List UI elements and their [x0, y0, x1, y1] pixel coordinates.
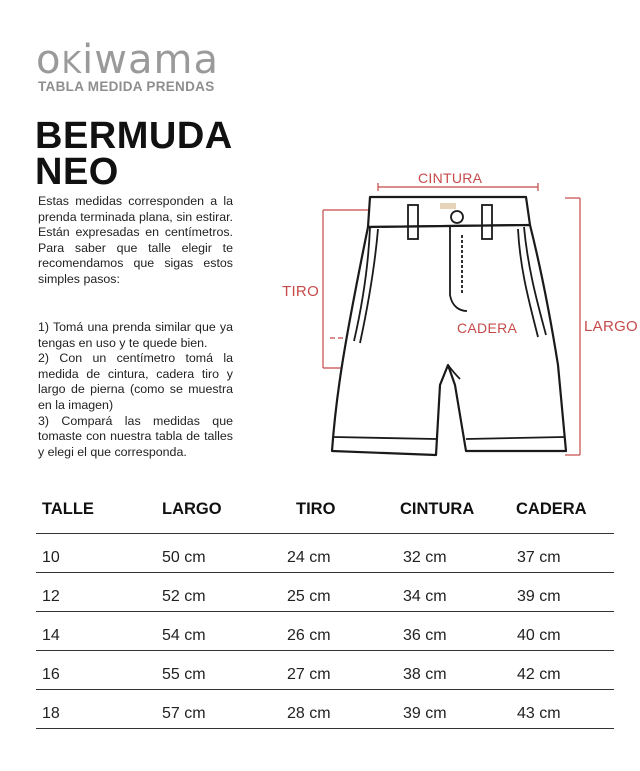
cell-cintura: 36 cm	[403, 627, 447, 644]
instruction-step-3: 3) Compará las medidas que tomaste con nuestra tabla de talles y elegi el que corresponda.	[38, 413, 233, 459]
product-title-line1: BERMUDA	[35, 115, 233, 157]
label-tag-icon	[440, 203, 456, 209]
header-cadera: CADERA	[516, 500, 587, 518]
header-largo: LARGO	[162, 500, 222, 518]
table-row	[36, 534, 614, 573]
cell-talle: 10	[42, 549, 60, 566]
cell-talle: 14	[42, 627, 60, 644]
cell-largo: 50 cm	[162, 549, 206, 566]
cell-tiro: 25 cm	[287, 588, 331, 605]
cell-tiro: 26 cm	[287, 627, 331, 644]
cell-tiro: 27 cm	[287, 666, 331, 683]
cell-talle: 18	[42, 705, 60, 722]
table-row	[36, 651, 614, 690]
cell-tiro: 28 cm	[287, 705, 331, 722]
cell-cadera: 37 cm	[517, 549, 561, 566]
cell-cintura: 32 cm	[403, 549, 447, 566]
cell-tiro: 24 cm	[287, 549, 331, 566]
table-header	[36, 496, 614, 526]
header-cintura: CINTURA	[400, 500, 475, 518]
cell-talle: 16	[42, 666, 60, 683]
cell-largo: 57 cm	[162, 705, 206, 722]
instructions-intro: Estas medidas corresponden a la prenda terminada plana, sin estirar. Están expresadas en centímetros. Para saber que talle elegir te recomendamos que sigas estos simples pasos:	[38, 194, 233, 286]
cell-cintura: 39 cm	[403, 705, 447, 722]
size-table	[36, 496, 614, 729]
instruction-step-1: 1) Tomá una prenda similar que ya tengas en uso y te quede bien.	[38, 320, 233, 350]
brand-subtitle: TABLA MEDIDA PRENDAS	[38, 79, 215, 94]
cell-cadera: 43 cm	[517, 705, 561, 722]
cell-cadera: 42 cm	[517, 666, 561, 683]
product-title	[35, 115, 275, 193]
shorts-illustration	[270, 165, 640, 465]
header-tiro: TIRO	[296, 500, 336, 518]
table-row	[36, 690, 614, 729]
table-row	[36, 612, 614, 651]
cell-largo: 55 cm	[162, 666, 206, 683]
label-cintura: CINTURA	[418, 170, 483, 186]
product-title-line2: NEO	[35, 151, 119, 193]
table-row	[36, 573, 614, 612]
brand-logo: oKiwama	[36, 37, 219, 83]
header-talle: TALLE	[42, 500, 94, 518]
instruction-step-2: 2) Con un centímetro tomá la medida de cintura, cadera tiro y largo de pierna (como se muestra en la imagen)	[38, 351, 233, 412]
measurement-diagram	[270, 165, 640, 465]
instructions-steps	[38, 320, 233, 460]
label-cadera: CADERA	[457, 320, 518, 336]
cell-talle: 12	[42, 588, 60, 605]
cell-largo: 52 cm	[162, 588, 206, 605]
cell-largo: 54 cm	[162, 627, 206, 644]
cell-cintura: 34 cm	[403, 588, 447, 605]
label-tiro: TIRO	[282, 283, 320, 300]
label-largo: LARGO	[584, 318, 639, 335]
cell-cintura: 38 cm	[403, 666, 447, 683]
cell-cadera: 39 cm	[517, 588, 561, 605]
cell-cadera: 40 cm	[517, 627, 561, 644]
